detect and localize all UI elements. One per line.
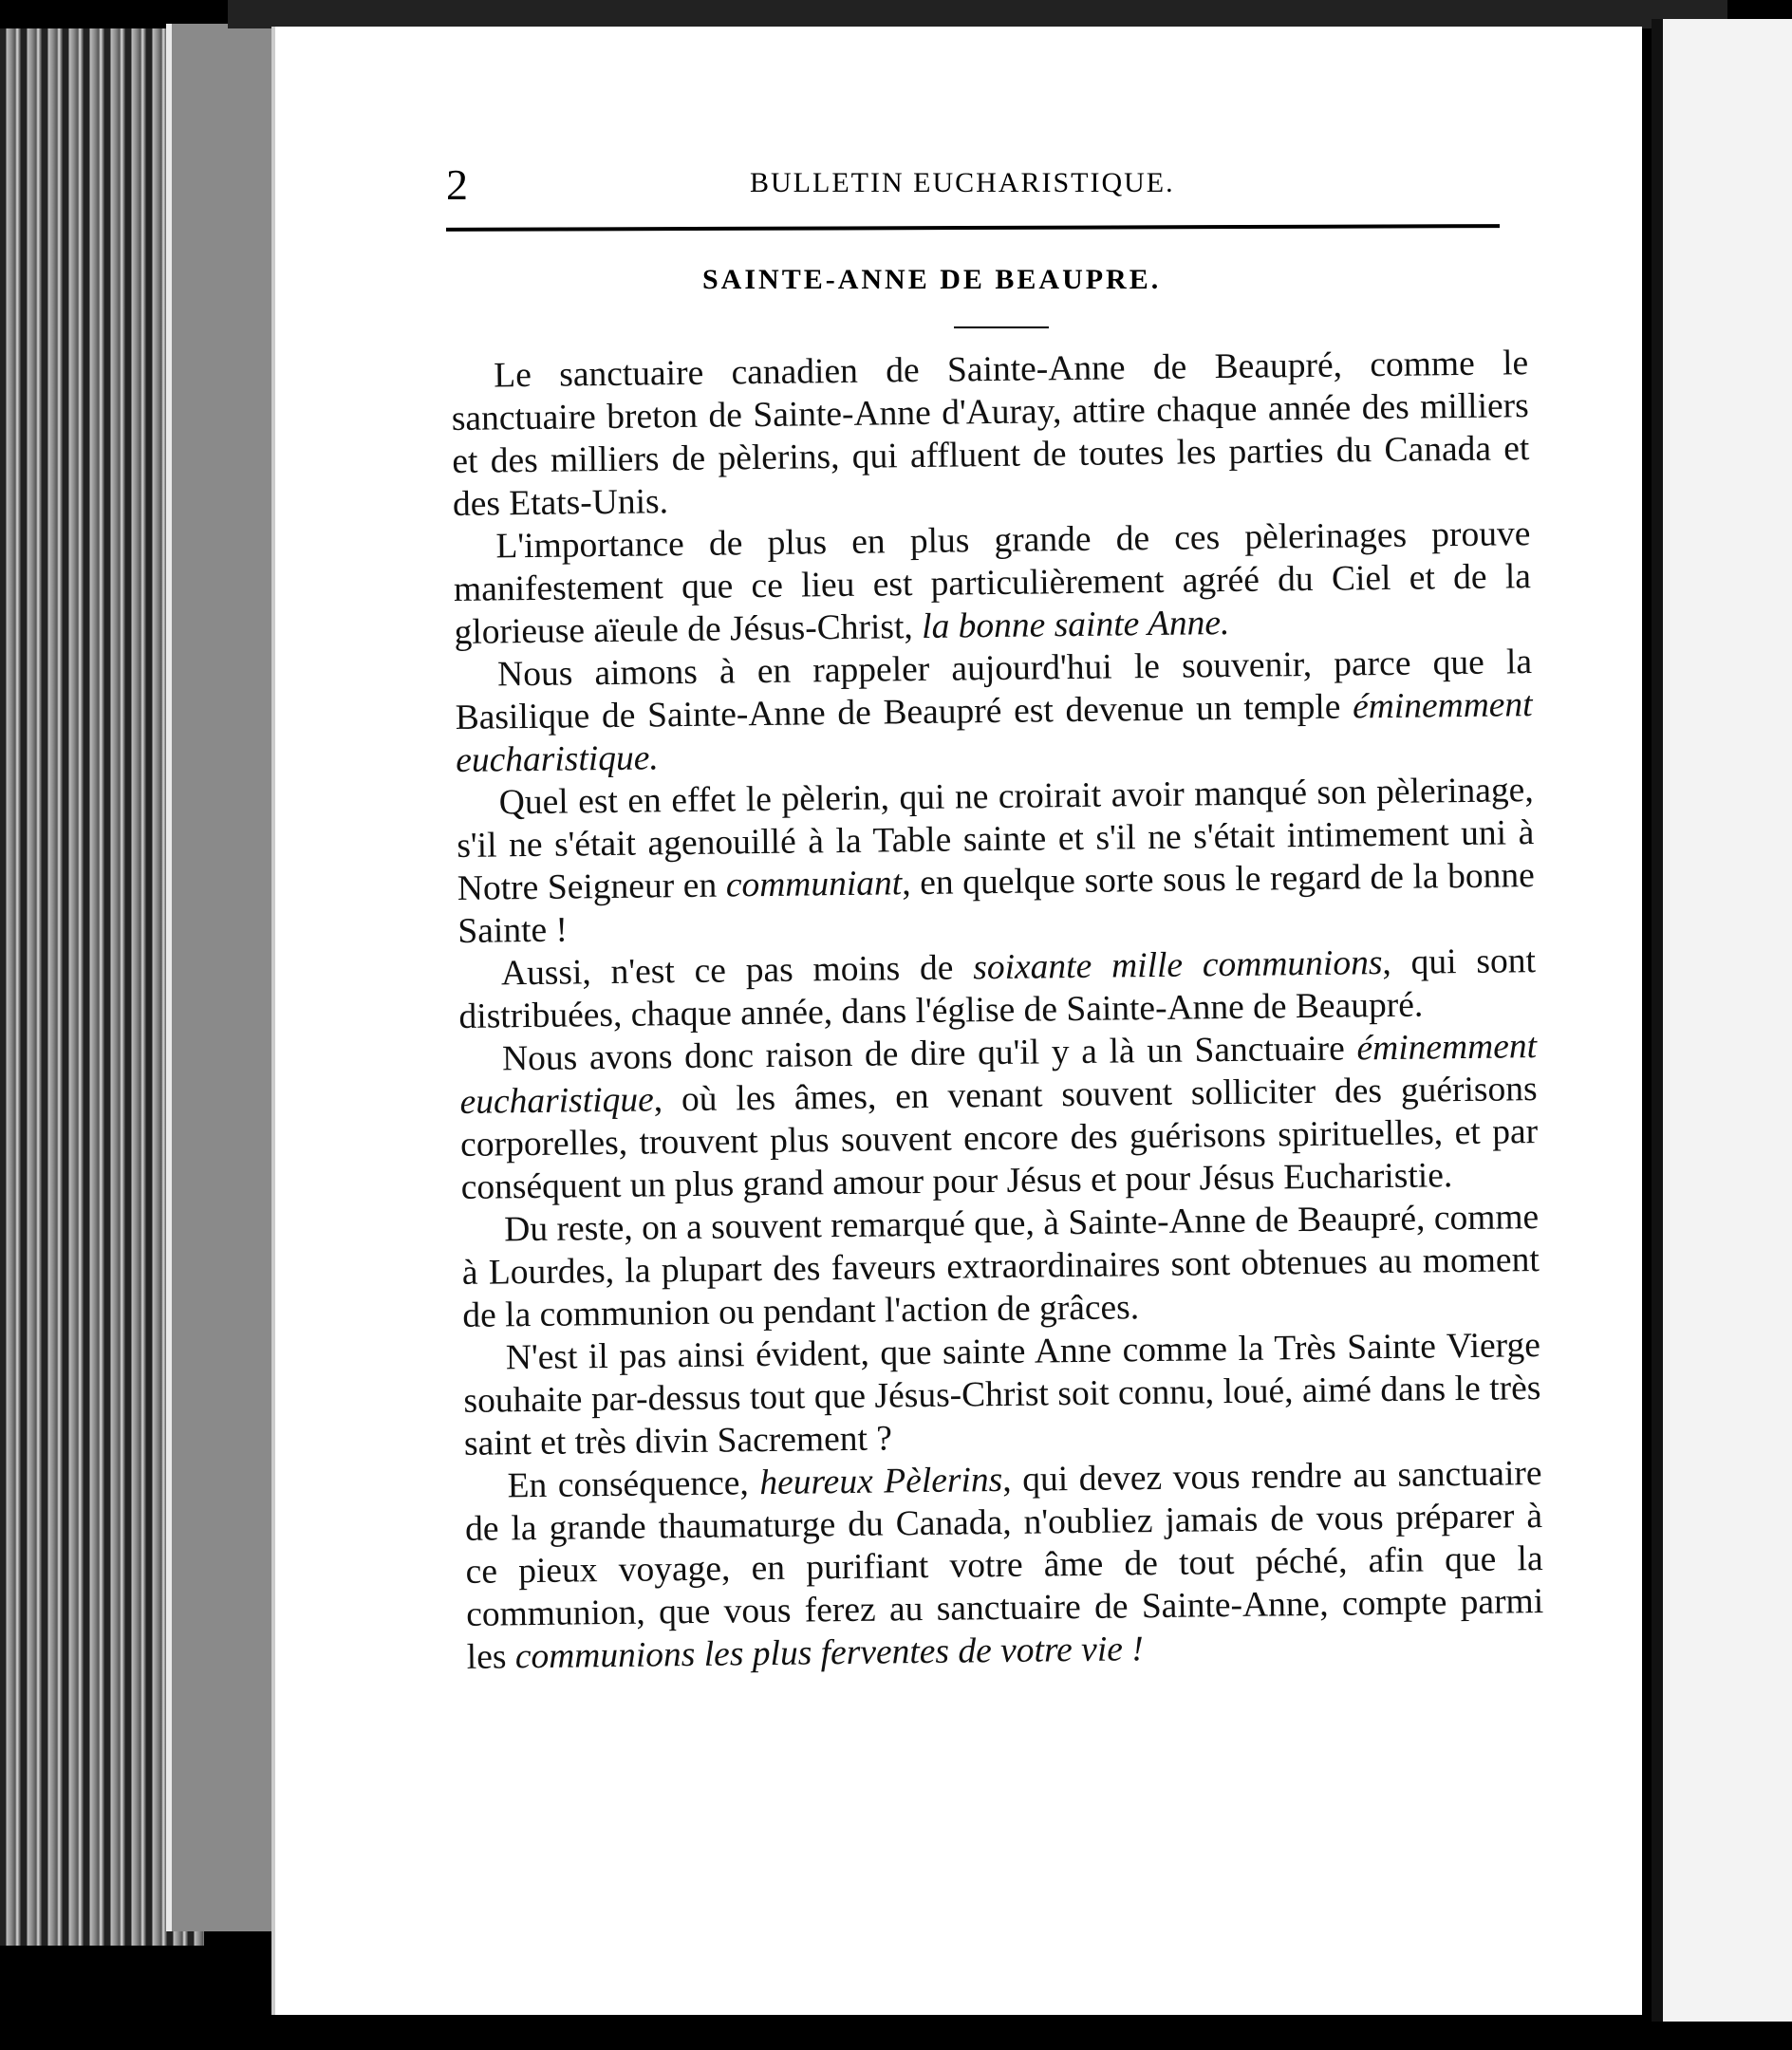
text-run: , qui sont distribuées, chaque année, dans l'église de Sainte-Anne de Beaupré. xyxy=(458,941,1537,1036)
text-run: En conséquence, xyxy=(507,1463,760,1506)
italic-text: la bonne sainte Anne. xyxy=(921,604,1230,646)
italic-text: soixante mille communions xyxy=(973,943,1383,988)
paragraph xyxy=(458,940,1537,1038)
italic-text: heureux Pèlerins xyxy=(759,1460,1003,1503)
text-run: Quel est en effet le pèlerin, qui ne croirait avoir manqué son pèlerinage, s'il ne s'était agenouillé à la Table sainte et s'il ne s'était intimement uni à Notre Seigneur en xyxy=(457,771,1535,908)
text-run: N'est il pas ainsi évident, que sainte Anne comme la Très Sainte Vierge souhaite par-dessus tout que Jésus-Christ soit connu, loué, aimé dans le très saint et très divin Sacrement ? xyxy=(463,1326,1541,1463)
page-number: 2 xyxy=(446,160,468,209)
text-run: Du reste, on a souvent remarqué que, à Sainte-Anne de Beaupré, comme à Lourdes, la plupart des faveurs extraordinaires sont obtenues au moment de la communion ou pendant l'action de grâces. xyxy=(461,1198,1540,1335)
journal-title: BULLETIN EUCHARISTIQUE. xyxy=(750,167,1175,198)
text-run: , qui devez vous rendre au sanctuaire de la grande thaumaturge du Canada, n'oubliez jamais de vous préparer à ce pieux voyage, en purifiant votre âme de tout péché, afin que la communion, que vous ferez au sanctuaire de Sainte-Anne, compte parmi les xyxy=(464,1454,1544,1677)
paragraph xyxy=(455,641,1534,782)
paragraph xyxy=(461,1196,1540,1337)
italic-text: éminemment eucharistique xyxy=(459,1027,1538,1122)
text-run: Aussi, n'est ce pas moins de xyxy=(500,948,974,994)
paragraph xyxy=(463,1324,1542,1465)
gutter-shadow xyxy=(1652,19,1663,2022)
paragraph xyxy=(456,769,1535,953)
text-run: , en quelque sorte sous le regard de la bonne Sainte ! xyxy=(457,856,1536,951)
text-run: L'importance de plus en plus grande de ces pèlerinages prouve manifestement que ce lieu est particulièrement agréé du Ciel et de la glorieuse aïeule de Jésus-Christ, xyxy=(453,514,1532,652)
paragraph xyxy=(451,342,1530,526)
text-run: Nous aimons à en rappeler aujourd'hui le souvenir, parce que la Basilique de Sainte-Anne de Beaupré est devenue un temple xyxy=(455,643,1533,737)
italic-text: éminemment eucharistique. xyxy=(455,685,1533,780)
text-run: , où les âmes, en venant souvent solliciter des guérisons corporelles, trouvent plus souvent encore des guérisons spirituelles, et par conséquent un plus grand amour pour Jésus et pour Jésus Eucharistie. xyxy=(459,1070,1539,1207)
book-page xyxy=(275,27,1642,2015)
next-page-margin xyxy=(1663,19,1792,2022)
text-run: Nous avons donc raison de dire qu'il y a là un Sanctuaire xyxy=(501,1029,1357,1079)
text-run: Le sanctuaire canadien de Sainte-Anne de Beaupré, comme le sanctuaire breton de Sainte-Anne d'Auray, attire chaque année des milliers et des milliers de pèlerins, qui affluent de toutes les parties du Canada et des Etats-Unis. xyxy=(451,344,1530,524)
italic-text: communiant xyxy=(725,864,903,905)
paragraph xyxy=(459,1025,1539,1209)
paragraph xyxy=(453,512,1532,654)
header-rule xyxy=(446,224,1500,232)
title-divider xyxy=(954,326,1049,328)
article-body xyxy=(451,342,1544,1679)
italic-text: communions les plus ferventes de votre vie ! xyxy=(514,1630,1144,1677)
facing-page-edge xyxy=(166,24,283,1931)
paragraph xyxy=(464,1452,1544,1679)
running-head xyxy=(446,159,1585,216)
scan-border-top xyxy=(228,0,1727,28)
article-title: SAINTE-ANNE DE BEAUPRE. xyxy=(702,264,1162,295)
